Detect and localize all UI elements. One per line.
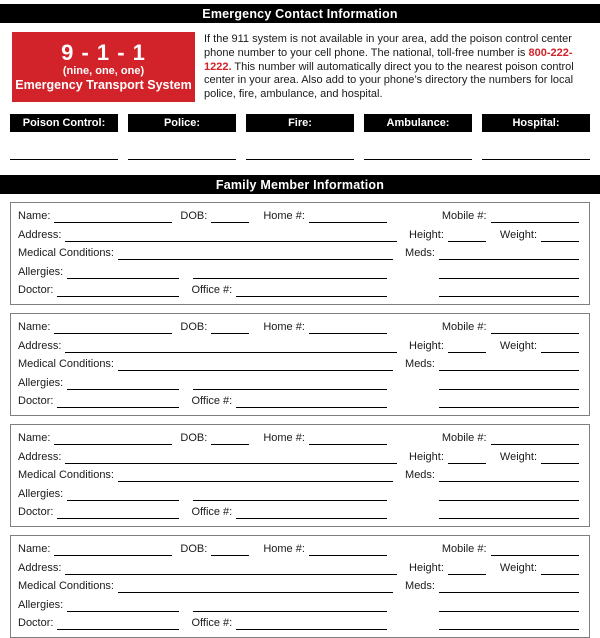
address-field[interactable] (65, 229, 397, 242)
mobile-phone-field[interactable] (491, 210, 579, 223)
poison-control-label: Poison Control: (10, 114, 118, 132)
weight-field[interactable] (541, 340, 579, 353)
allergies-continued-field[interactable] (193, 488, 387, 501)
height-label: Height: (409, 561, 444, 574)
weight-label: Weight: (499, 450, 537, 463)
home-phone-field[interactable] (309, 543, 387, 556)
member-row-address (18, 451, 579, 464)
mobile-phone-field[interactable] (491, 432, 579, 445)
office-phone-field[interactable] (236, 395, 387, 408)
height-label: Height: (409, 339, 444, 352)
poison-control-phone-field[interactable] (10, 159, 118, 160)
member-row-medical (18, 358, 579, 371)
contact-col-poison-control (10, 114, 118, 160)
weight-label: Weight: (499, 561, 537, 574)
meds-field[interactable] (439, 580, 579, 593)
doctor-field[interactable] (57, 617, 179, 630)
name-field[interactable] (54, 210, 172, 223)
office-phone-label: Office #: (191, 617, 233, 629)
member-row-allergies (18, 599, 579, 612)
address-field[interactable] (65, 451, 397, 464)
name-label: Name: (18, 210, 51, 222)
medical-conditions-field[interactable] (118, 469, 393, 482)
office-phone-field[interactable] (236, 617, 387, 630)
mobile-phone-field[interactable] (491, 321, 579, 334)
member-row-name (18, 543, 579, 556)
mobile-phone-label: Mobile #: (441, 210, 487, 222)
member-row-medical (18, 247, 579, 260)
address-field[interactable] (65, 340, 397, 353)
office-phone-label: Office #: (191, 284, 233, 296)
office-phone-label: Office #: (191, 506, 233, 518)
meds-label: Meds: (405, 580, 435, 592)
medical-conditions-label: Medical Conditions: (18, 358, 114, 370)
allergies-field[interactable] (67, 599, 179, 612)
member-row-doctor (18, 506, 579, 519)
home-phone-field[interactable] (309, 432, 387, 445)
meds-field[interactable] (439, 469, 579, 482)
member-row-medical (18, 469, 579, 482)
doctor-label: Doctor: (18, 395, 54, 407)
allergies-field[interactable] (67, 377, 179, 390)
allergies-field[interactable] (67, 266, 179, 279)
emergency-contacts-row (10, 114, 590, 160)
address-field[interactable] (65, 562, 397, 575)
mobile-phone-field[interactable] (491, 543, 579, 556)
dob-field[interactable] (211, 210, 249, 223)
member-row-allergies (18, 488, 579, 501)
doctor-label: Doctor: (18, 506, 54, 518)
contact-col-ambulance (364, 114, 472, 160)
dob-label: DOB: (180, 543, 208, 555)
meds-label: Meds: (405, 247, 435, 259)
poison-control-phone-number: 800-222-1222. (204, 46, 573, 73)
weight-field[interactable] (541, 562, 579, 575)
member-row-address (18, 340, 579, 353)
instructions-text-before: If the 911 system is not available in your area, add the poison control center phone number to your cell phone. The national, toll-free number is (204, 33, 572, 59)
allergies-label: Allergies: (18, 487, 64, 500)
family-member-block (10, 313, 590, 416)
emergency-info-section (12, 32, 588, 102)
hospital-label: Hospital: (482, 114, 590, 132)
home-phone-label: Home #: (263, 210, 305, 222)
allergies-continued-field[interactable] (193, 266, 387, 279)
name-field[interactable] (54, 432, 172, 445)
office-phone-field[interactable] (236, 506, 387, 519)
meds-continued-field[interactable] (439, 266, 579, 279)
medical-conditions-label: Medical Conditions: (18, 580, 114, 592)
doctor-label: Doctor: (18, 617, 54, 629)
dob-label: DOB: (180, 432, 208, 444)
ambulance-label: Ambulance: (364, 114, 472, 132)
mobile-phone-label: Mobile #: (441, 543, 487, 555)
member-row-doctor (18, 395, 579, 408)
allergies-continued-field[interactable] (193, 377, 387, 390)
meds-continued-field-2[interactable] (439, 506, 579, 519)
dob-field[interactable] (211, 321, 249, 334)
medical-conditions-label: Medical Conditions: (18, 469, 114, 481)
meds-continued-field-2[interactable] (439, 617, 579, 630)
meds-continued-field-2[interactable] (439, 284, 579, 297)
police-label: Police: (128, 114, 236, 132)
name-label: Name: (18, 432, 51, 444)
member-row-medical (18, 580, 579, 593)
weight-label: Weight: (499, 339, 537, 352)
meds-continued-field[interactable] (439, 599, 579, 612)
family-member-block (10, 202, 590, 305)
weight-label: Weight: (499, 228, 537, 241)
meds-field[interactable] (439, 358, 579, 371)
address-label: Address: (18, 339, 62, 352)
member-row-address (18, 229, 579, 242)
office-phone-label: Office #: (191, 395, 233, 407)
name-label: Name: (18, 543, 51, 555)
home-phone-field[interactable] (309, 321, 387, 334)
family-section-title: Family Member Information (0, 175, 600, 194)
member-row-allergies (18, 377, 579, 390)
police-phone-field[interactable] (128, 159, 236, 160)
fire-phone-field[interactable] (246, 159, 354, 160)
meds-label: Meds: (405, 469, 435, 481)
meds-field[interactable] (439, 247, 579, 260)
medical-conditions-label: Medical Conditions: (18, 247, 114, 259)
meds-continued-field[interactable] (439, 488, 579, 501)
medical-conditions-field[interactable] (118, 580, 393, 593)
nine-one-one-box (12, 32, 195, 102)
meds-label: Meds: (405, 358, 435, 370)
allergies-label: Allergies: (18, 376, 64, 389)
fire-label: Fire: (246, 114, 354, 132)
office-phone-field[interactable] (236, 284, 387, 297)
member-row-address (18, 562, 579, 575)
height-field[interactable] (448, 451, 486, 464)
height-field[interactable] (448, 340, 486, 353)
doctor-field[interactable] (57, 284, 179, 297)
instructions-text-after: This number will automatically direct you to the nearest poison control center in your area. Also add to your phone’s directory the numbers for local police, fire, ambulance, and hospital. (204, 60, 574, 101)
weight-field[interactable] (541, 229, 579, 242)
page-title: Emergency Contact Information (0, 4, 600, 23)
allergies-continued-field[interactable] (193, 599, 387, 612)
weight-field[interactable] (541, 451, 579, 464)
dob-label: DOB: (180, 321, 208, 333)
hospital-phone-field[interactable] (482, 159, 590, 160)
mobile-phone-label: Mobile #: (441, 321, 487, 333)
allergies-label: Allergies: (18, 598, 64, 611)
allergies-label: Allergies: (18, 265, 64, 278)
nine-one-one-number: 9 - 1 - 1 (61, 40, 146, 65)
doctor-field[interactable] (57, 395, 179, 408)
family-member-blocks (0, 202, 600, 638)
name-label: Name: (18, 321, 51, 333)
member-row-doctor (18, 284, 579, 297)
ambulance-phone-field[interactable] (364, 159, 472, 160)
height-field[interactable] (448, 562, 486, 575)
home-phone-field[interactable] (309, 210, 387, 223)
height-label: Height: (409, 450, 444, 463)
mobile-phone-label: Mobile #: (441, 432, 487, 444)
nine-one-one-words: (nine, one, one) (62, 65, 145, 77)
allergies-field[interactable] (67, 488, 179, 501)
home-phone-label: Home #: (263, 543, 305, 555)
emergency-transport-label: Emergency Transport System (15, 78, 192, 92)
contact-col-fire (246, 114, 354, 160)
member-row-doctor (18, 617, 579, 630)
member-row-name (18, 321, 579, 334)
member-row-allergies (18, 266, 579, 279)
height-field[interactable] (448, 229, 486, 242)
dob-label: DOB: (180, 210, 208, 222)
member-row-name (18, 432, 579, 445)
contact-col-police (128, 114, 236, 160)
medical-conditions-field[interactable] (118, 358, 393, 371)
medical-conditions-field[interactable] (118, 247, 393, 260)
name-field[interactable] (54, 321, 172, 334)
dob-field[interactable] (211, 432, 249, 445)
home-phone-label: Home #: (263, 432, 305, 444)
poison-control-instructions (204, 32, 588, 102)
address-label: Address: (18, 450, 62, 463)
dob-field[interactable] (211, 543, 249, 556)
contact-col-hospital (482, 114, 590, 160)
meds-continued-field-2[interactable] (439, 395, 579, 408)
meds-continued-field[interactable] (439, 377, 579, 390)
doctor-field[interactable] (57, 506, 179, 519)
address-label: Address: (18, 228, 62, 241)
name-field[interactable] (54, 543, 172, 556)
address-label: Address: (18, 561, 62, 574)
doctor-label: Doctor: (18, 284, 54, 296)
member-row-name (18, 210, 579, 223)
height-label: Height: (409, 228, 444, 241)
family-member-block (10, 424, 590, 527)
home-phone-label: Home #: (263, 321, 305, 333)
